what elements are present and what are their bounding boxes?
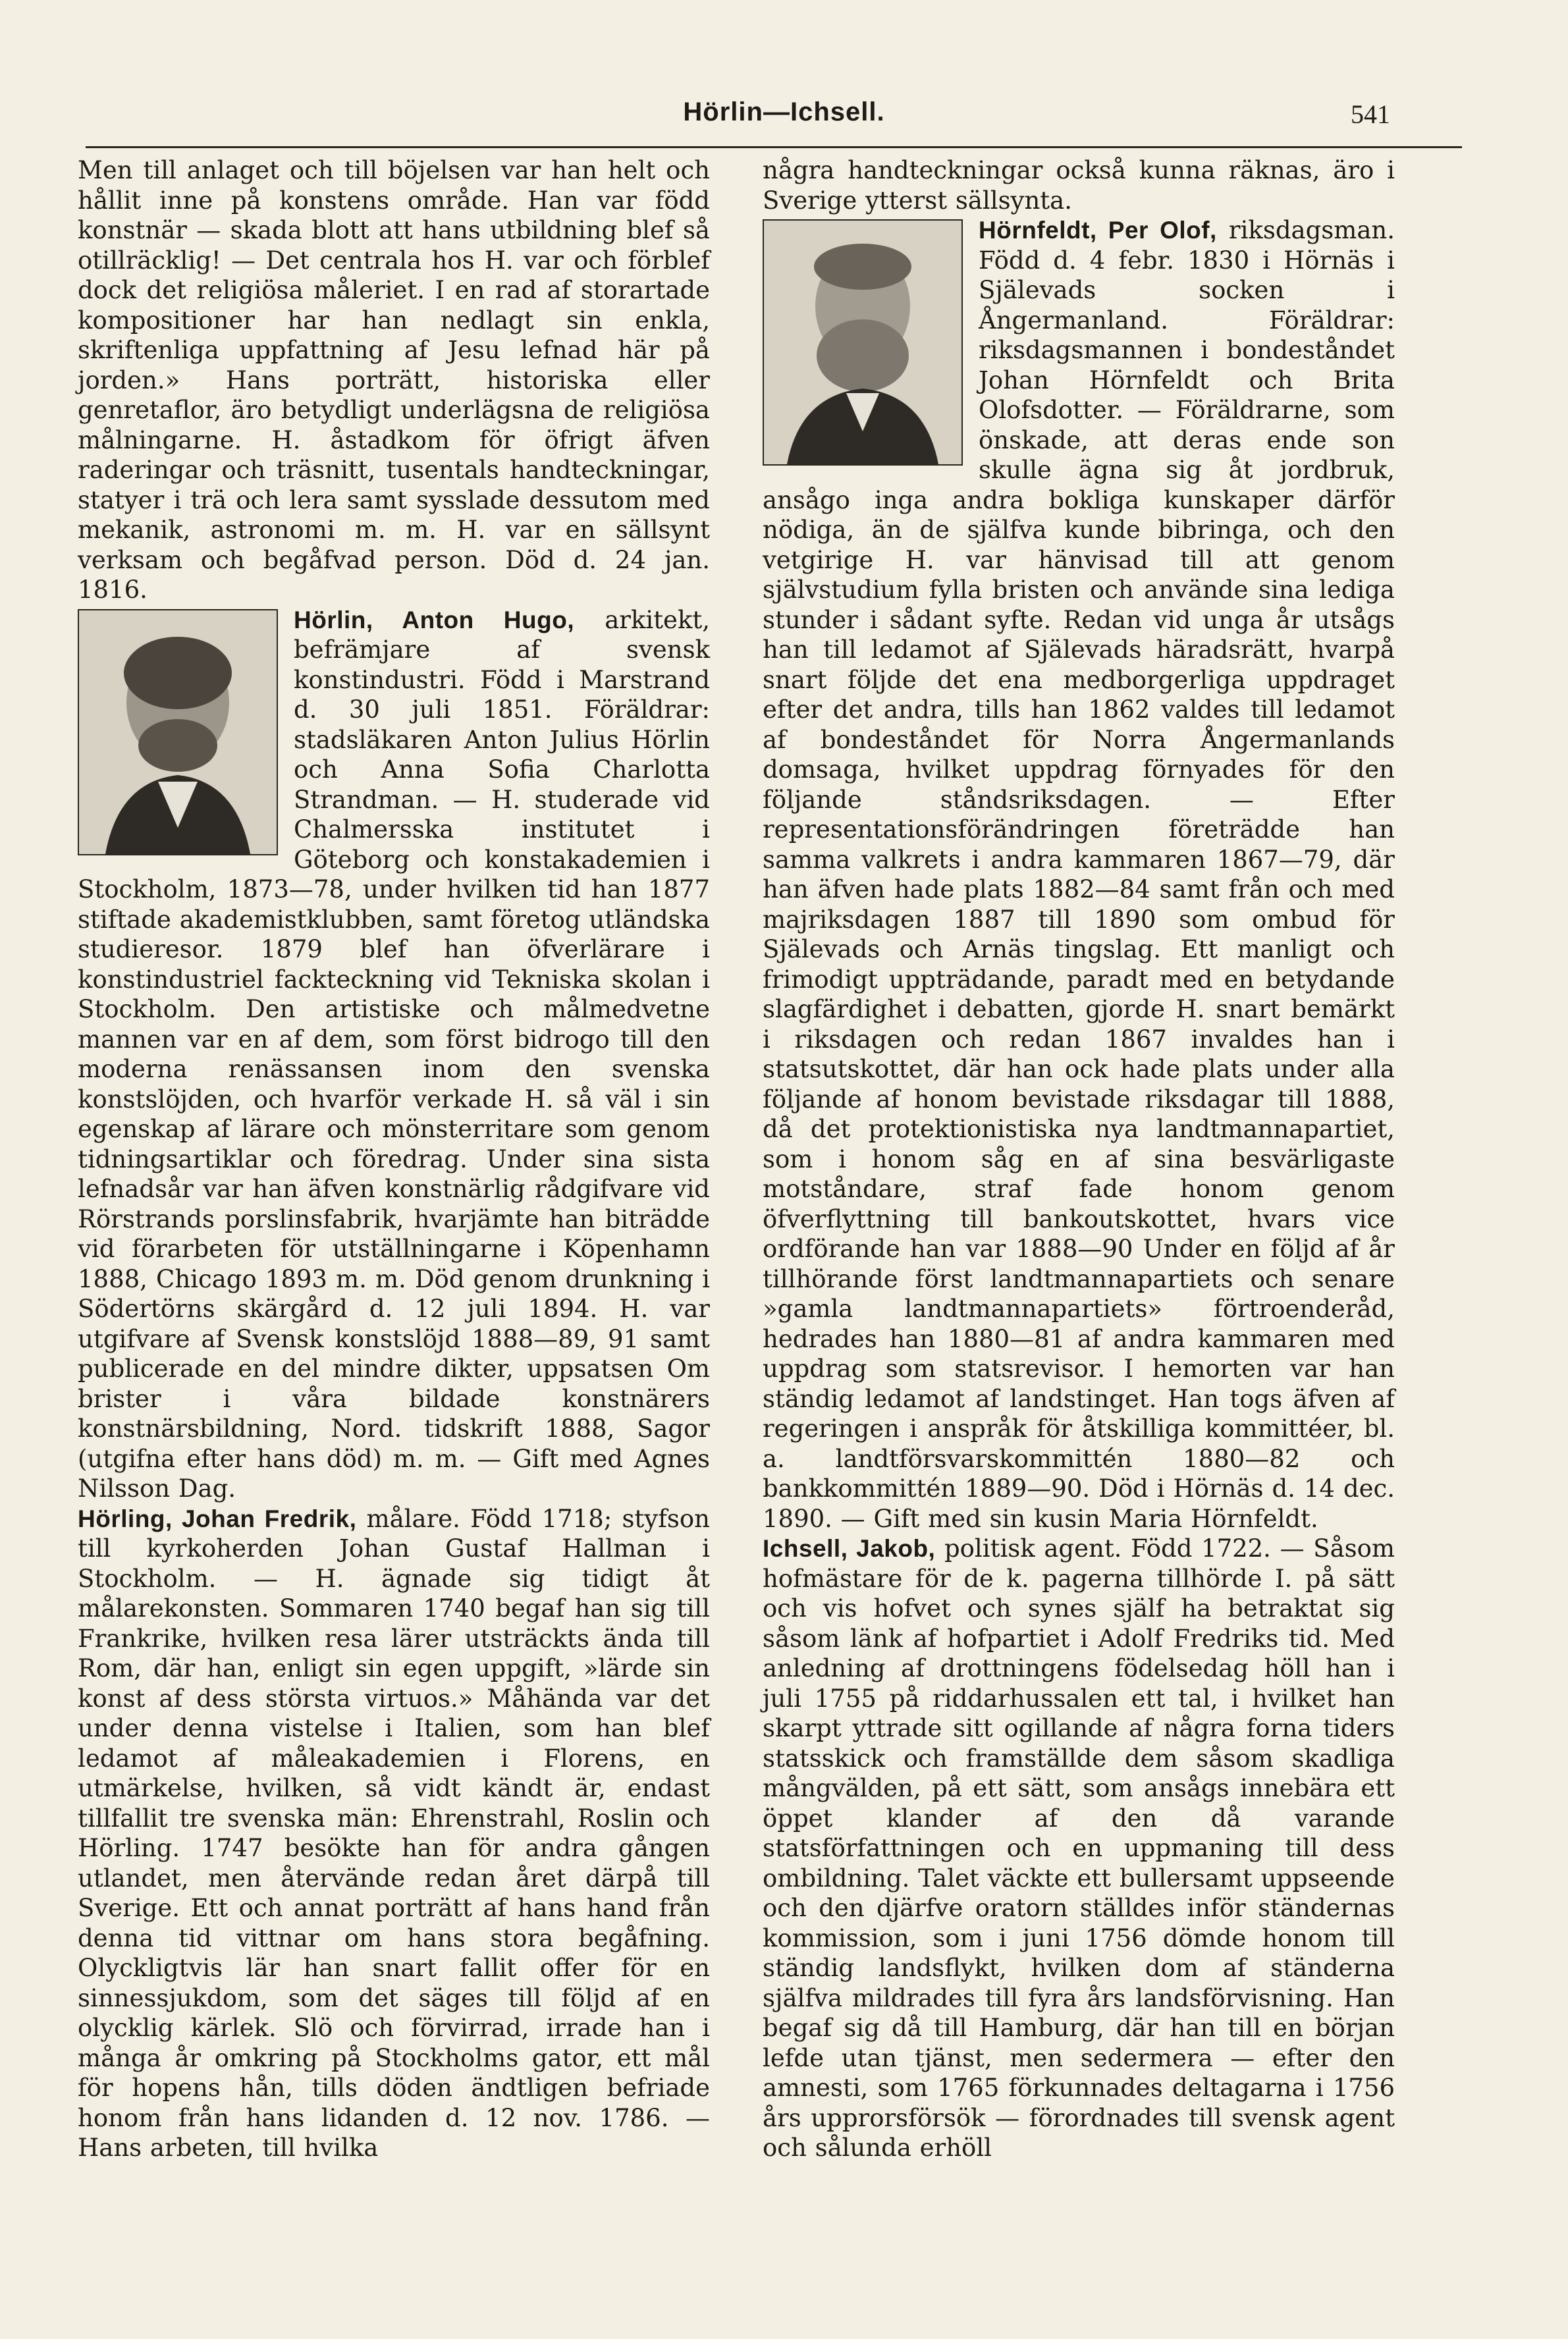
entry-heading: Ichsell, Jakob, — [763, 1535, 936, 1562]
portrait-per-olof-hornfeldt — [764, 221, 961, 464]
header-rule — [86, 146, 1462, 148]
portrait-image — [763, 219, 963, 466]
entry-horling-johan-fredrik — [78, 1504, 710, 2163]
entry-ichsell-jakob — [763, 1534, 1395, 2163]
entry-heading: Hörlin, Anton Hugo, — [294, 606, 575, 633]
entry-heading: Hörling, Johan Fredrik, — [78, 1505, 357, 1532]
portrait-anton-hugo-horlin — [79, 610, 277, 854]
page-number: 541 — [1351, 99, 1390, 129]
entry-text: politisk agent. Född 1722. — Såsom hofmästare för de k. pagerna tillhörde I. på sätt och vis hofvet och synes själf ha betraktat sig såsom länk af hofpartiet i Adolf Fredriks tid. Med anledning af drottningens födelsedag höll han i juli 1755 på riddarhussalen ett tal, i hvilket han skarpt yttrade sitt ogillande af några forna tiders statsskick och framställde dem såsom skadliga mångvälden, på ett sätt, som ansågs innebära ett öppet klander af den då varande statsförfattningen och en uppmaning till dess ombildning. Talet väckte ett bullersamt uppseende och den djärfve oratorn ställdes inför ständernas kommission, som i juni 1756 dömde honom till ständig landsflykt, hvilken dom af ständerna själfva mildrades till fyra års landsförvisning. Han begaf sig då till Hamburg, där han till en början lefde utan tjänst, men sedermera — efter den amnesti, som 1765 förkunnades deltagarna i 1756 års upprorsförsök — förordnades till svensk agent och sålunda erhöll — [763, 1534, 1395, 2162]
entry-hornfeldt-per-olof — [763, 215, 1395, 1534]
entry-text: målare. Född 1718; styfson till kyrkoherden Johan Gustaf Hallman i Stockholm. — H. ägnade sig tidigt åt målarekonsten. Sommaren 1740 begaf han sig till Frankrike, hvilken resa lärer utsträckts ända till Rom, där han, enligt sin egen uppgift, »lärde sin konst af dess största virtuos.» Måhända var det under denna vistelse i Italien, som han blef ledamot af måleakademien i Florens, en utmärkelse, hvilken, så vidt kändt är, endast tillfallit tre svenska män: Ehrenstrahl, Roslin och Hörling. 1747 besökte han för andra gången utlandet, men återvände redan året därpå till Sverige. Ett och annat porträtt af hans hand från denna tid vittnar om hans stora begåfning. Olyckligtvis lär han snart fallit offer för en sinnessjukdom, som det säges till följd af en olycklig kärlek. Slö och förvirrad, irrade han i många år omkring på Stockholms gator, ett mål för hopens hån, tills döden ändtligen befriade honom från hans lidanden d. 12 nov. 1786. — Hans arbeten, till hvilka — [78, 1504, 710, 2162]
left-column — [78, 155, 710, 2163]
paragraph: några handteckningar också kunna räknas, äro i Sverige ytterst sällsynta. — [763, 156, 1395, 215]
right-column — [763, 155, 1395, 2163]
paragraph: Men till anlaget och till böjelsen var han helt och hållit inne på konstens område. Han var född konstnär — skada blott att hans utbildning blef så otillräcklig! — Det centrala hos H. var och förblef dock det religiösa måleriet. I en rad af storartade kompositioner har han nedlagt sin enkla, skriftenliga uppfattning af Jesu lefnad här på jorden.» Hans porträtt, historiska eller genretaflor, äro betydligt underlägsna de religiösa målningarne. H. åstadkom för öfrigt äfven raderingar och träsnitt, tusentals handteckningar, statyer i trä och lera samt sysslade dessutom med mekanik, astronomi m. m. H. var en sällsynt verksam och begåfvad person. Död d. 24 jan. 1816. — [78, 156, 710, 604]
portrait-image — [78, 609, 278, 855]
entry-horlin-anton-hugo — [78, 605, 710, 1504]
running-header: Hörlin—Ichsell. — [683, 97, 885, 126]
entry-text: riksdagsman. Född d. 4 febr. 1830 i Hörnäs i Själevads socken i Ångermanland. Föräldrar: riksdagsmannen i bondeståndet Johan Hörnfeldt och Brita Olofsdotter. — Föräldrarne, som önskade, att deras ende son skulle ägna sig åt jordbruk, ansågo inga andra bokliga kunskaper därför nödiga, än de själfva kunde bibringa, och den vetgirige H. var hänvisad till att genom självstudium fylla bristen och använde sina lediga stunder i sådant syfte. Redan vid unga år utsågs han till ledamot af Själevads häradsrätt, hvarpå snart följde det ena medborgerliga uppdraget efter det andra, tills han 1862 valdes till ledamot af bondeståndet för Norra Ångermanlands domsaga, hvilket uppdrag förnyades för den följande ståndsriksdagen. — Efter representationsförändringen företrädde han samma valkrets i andra kammaren 1867—79, där han äfven hade plats 1882—84 samt från och med majriksdagen 1887 till 1890 som ombud för Själevads och Arnäs tingslag. Ett manligt och frimodigt uppträdande, paradt med en betydande slagfärdighet i debatten, gjorde H. snart bemärkt i riksdagen och redan 1867 invaldes han i statsutskottet, där han ock hade plats under alla följande af honom bevistade riksdagar till 1888, då det protektionistiska nya landtmannapartiet, som i honom såg en af sina besvärligaste motståndare, straf fade honom genom öfverflyttning till bankoutskottet, hvars vice ordförande han var 1888—90 Under en följd af år tillhörande först landtmannapartiets och senare »gamla landtmannapartiets» förtroenderåd, hedrades han 1880—81 af andra kammaren med uppdrag som statsrevisor. I hemorten var han ständig ledamot af landstinget. Han togs äfven af regeringen i anspråk för åtskilliga kommittéer, bl. a. landtförsvarskommittén 1880—82 och bankkommittén 1889—90. Död i Hörnäs d. 14 dec. 1890. — Gift med sin kusin Maria Hörnfeldt. — [763, 216, 1395, 1533]
entry-heading: Hörnfeldt, Per Olof, — [979, 217, 1217, 244]
entry-text: arkitekt, befrämjare af svensk konstindustri. Född i Marstrand d. 30 juli 1851. Föräldrar: stadsläkaren Anton Julius Hörlin och Anna Sofia Charlotta Strandman. — H. studerade vid Chalmersska institutet i Göteborg och konstakademien i Stockholm, 1873—78, under hvilken tid han 1877 stiftade akademistklubben, samt företog utländska studieresor. 1879 blef han öfverlärare i konstindustriel fackteckning vid Tekniska skolan i Stockholm. Den artistiske och målmedvetne mannen var en af dem, som först bidrogo till den moderna renässansen inom den svenska konstslöjden, och hvarför verkade H. så väl i sin egenskap af lärare och mönsterritare som genom tidningsartiklar och föredrag. Under sina sista lefnadsår var han äfven konstnärlig rådgifvare vid Rörstrands porslinsfabrik, hvarjämte han biträdde vid förarbeten för utställningarne i Köpenhamn 1888, Chicago 1893 m. m. Död genom drunkning i Södertörns skärgård d. 12 juli 1894. H. var utgifvare af Svensk konstslöjd 1888—89, 91 samt publicerade en del mindre dikter, uppsatsen Om brister i våra bildade konstnärers konstnärsbildning, Nord. tidskrift 1888, Sagor (utgifna efter hans död) m. m. — Gift med Agnes Nilsson Dag. — [78, 605, 711, 1503]
